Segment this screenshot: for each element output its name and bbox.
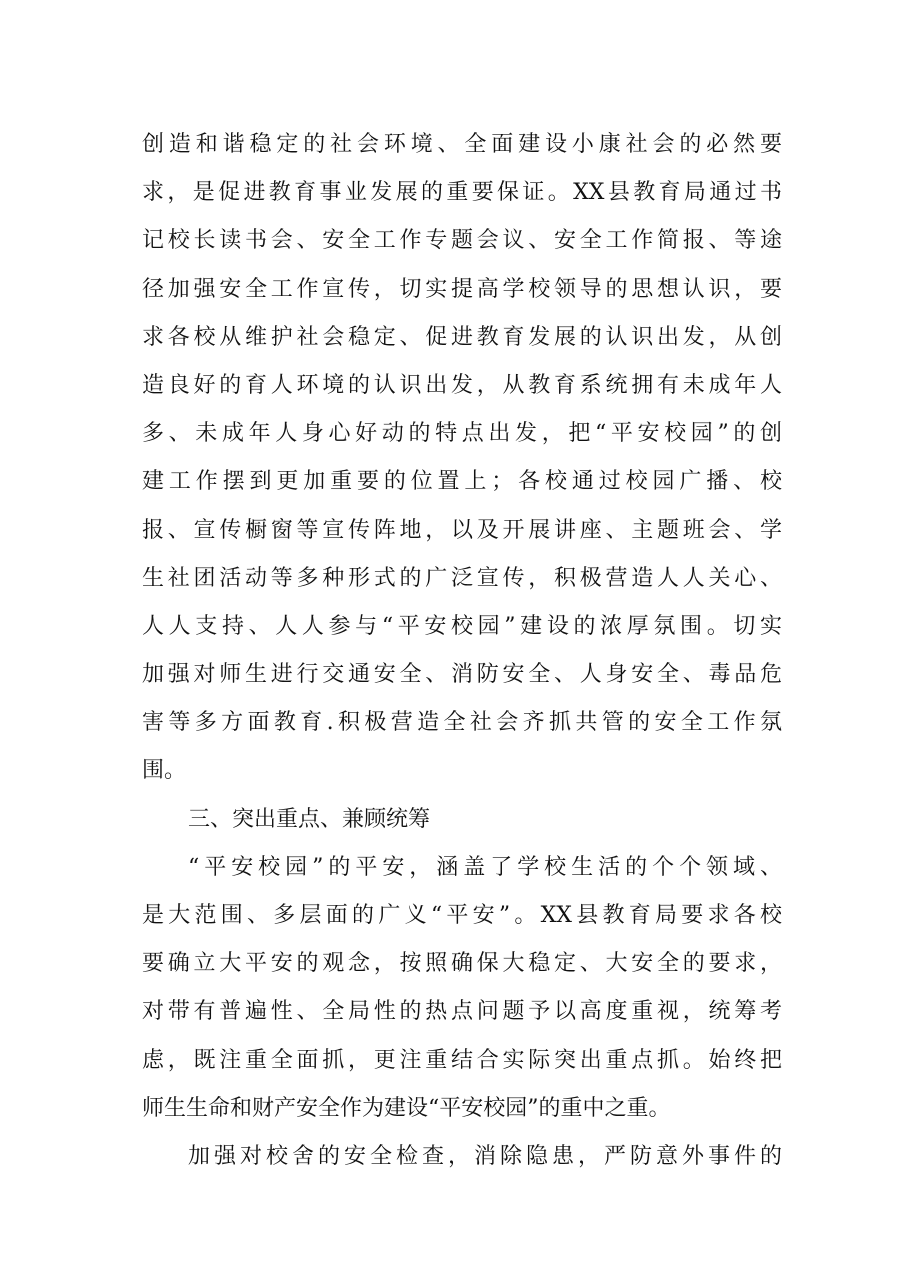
paragraph-1-line-9: 报、宣传橱窗等宣传阵地，以及开展讲座、主题班会、学 <box>142 517 782 543</box>
paragraph-1-line-8: 建工作摆到更加重要的位置上；各校通过校园广播、校 <box>142 469 782 495</box>
paragraph-1-line-14: 围。 <box>142 758 187 784</box>
paragraph-2-line-2: 是大范围、多层面的广义“平安”。XX县教育局要求各校 <box>142 903 782 928</box>
paragraph-1-line-6: 造良好的育人环境的认识出发，从教育系统拥有未成年人 <box>142 372 782 398</box>
section-heading-3: 三、突出重点、兼顾统筹 <box>188 806 431 832</box>
paragraph-1-line-12: 加强对师生进行交通安全、消防安全、人身安全、毒品危 <box>142 662 782 688</box>
paragraph-1-line-10: 生社团活动等多种形式的广泛宣传，积极营造人人关心、 <box>142 565 782 591</box>
paragraph-1-line-13: 害等多方面教育.积极营造全社会齐抓共管的安全工作氛 <box>142 710 782 736</box>
paragraph-1-line-11: 人人支持、人人参与“平安校园”建设的浓厚氛围。切实 <box>142 613 782 639</box>
paragraph-1-line-3: 记校长读书会、安全工作专题会议、安全工作简报、等途 <box>142 228 782 254</box>
paragraph-3-line-1: 加强对校舍的安全检查，消除隐患，严防意外事件的 <box>188 1143 782 1169</box>
paragraph-2-line-3: 要确立大平安的观念，按照确保大稳定、大安全的要求， <box>142 951 782 977</box>
paragraph-1-line-2: 求，是促进教育事业发展的重要保证。XX县教育局通过书 <box>142 180 782 206</box>
paragraph-2-line-6: 师生生命和财产安全作为建设“平安校园”的重中之重。 <box>142 1095 671 1121</box>
paragraph-2-line-5: 虑，既注重全面抓，更注重结合实际突出重点抓。始终把 <box>142 1047 782 1073</box>
paragraph-1-line-7: 多、未成年人身心好动的特点出发，把“平安校园”的创 <box>142 421 782 447</box>
document-body <box>142 121 782 1181</box>
paragraph-2-line-4: 对带有普遍性、全局性的热点问题予以高度重视，统筹考 <box>142 999 782 1025</box>
paragraph-2-line-1: “平安校园”的平安，涵盖了学校生活的个个领域、 <box>188 854 782 880</box>
paragraph-1-line-5: 求各校从维护社会稳定、促进教育发展的认识出发，从创 <box>142 324 782 350</box>
paragraph-1-line-4: 径加强安全工作宣传，切实提高学校领导的思想认识，要 <box>142 276 782 302</box>
paragraph-1-line-1: 创造和谐稳定的社会环境、全面建设小康社会的必然要 <box>142 132 782 157</box>
